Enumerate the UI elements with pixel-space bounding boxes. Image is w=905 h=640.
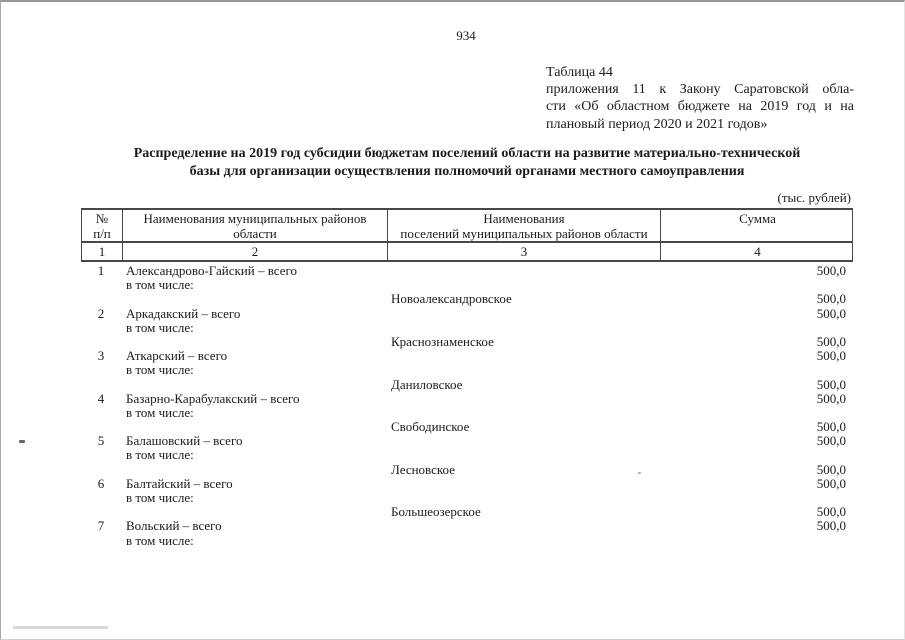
in-total-label: в том числе: — [126, 447, 194, 463]
row-number: 1 — [97, 263, 105, 278]
district-name — [121, 378, 386, 392]
sum-value — [659, 448, 853, 462]
column-index: 2 — [122, 243, 387, 260]
in-total-label: в том числе: — [126, 532, 194, 548]
in-total-label: в том числе: — [126, 490, 194, 505]
sum-value: 500,0 — [816, 376, 846, 392]
district-name: Вольский – всего — [126, 518, 222, 534]
settlement-name: Лесновское — [391, 461, 455, 477]
sum-value: 500,0 — [816, 475, 846, 491]
row-number: 2 — [97, 305, 105, 321]
sum-value: 500,0 — [816, 305, 846, 321]
row-number — [81, 292, 121, 306]
row-number — [81, 491, 121, 505]
sum-value — [659, 363, 853, 377]
sum-value — [659, 406, 853, 420]
settlement-name — [386, 363, 659, 377]
column-header-settlement: Наименования поселений муниципальных районов области — [387, 210, 660, 241]
district-row — [81, 264, 853, 278]
sum-value — [659, 278, 853, 292]
row-number: 5 — [97, 433, 105, 449]
settlement-row — [81, 292, 853, 306]
column-header-sum: Сумма — [660, 210, 854, 241]
column-index: 4 — [660, 243, 854, 260]
column-header-num: № п/п — [93, 211, 111, 241]
sum-value: 500,0 — [816, 291, 846, 307]
settlement-name — [386, 491, 659, 505]
distribution-table — [81, 208, 853, 548]
sum-value: 500,0 — [816, 504, 846, 520]
sum-value: 500,0 — [816, 419, 846, 435]
settlement-name — [386, 448, 659, 462]
sum-value — [659, 321, 853, 335]
appendix-block — [546, 64, 854, 133]
scan-speck — [19, 440, 25, 443]
settlement-name: Большеозерское — [391, 504, 481, 520]
district-name — [121, 463, 386, 477]
column-index: 3 — [387, 243, 660, 260]
settlement-name — [386, 278, 659, 292]
settlement-name — [386, 392, 659, 406]
settlement-name — [386, 534, 659, 548]
district-name: Аркадакский – всего — [126, 305, 241, 321]
district-name: Балтайский – всего — [126, 475, 233, 491]
scan-smudge — [13, 626, 108, 629]
row-number — [81, 321, 121, 335]
settlement-row — [81, 335, 853, 349]
scan-dot — [638, 472, 641, 474]
row-number — [81, 278, 121, 292]
settlement-name: Свободинское — [391, 419, 470, 435]
column-header-district: Наименования муниципальных районов области — [122, 210, 387, 241]
settlement-name — [386, 519, 659, 533]
settlement-name — [386, 264, 659, 278]
column-index: 1 — [98, 244, 106, 259]
row-number: 7 — [97, 518, 105, 534]
header-labels-row — [82, 210, 852, 241]
table-caption: Таблица 44 — [546, 65, 613, 80]
sum-value: 500,0 — [816, 461, 846, 477]
district-row — [81, 392, 853, 406]
settlement-name: Даниловское — [391, 376, 463, 392]
table-header — [81, 208, 853, 262]
row-number — [81, 406, 121, 420]
row-number: 4 — [97, 390, 105, 406]
appendix-line: приложения 11 к Закону Саратовской обла- — [546, 82, 854, 98]
settlement-name — [386, 406, 659, 420]
sum-value — [659, 534, 853, 548]
district-row — [81, 307, 853, 321]
district-name: Балашовский – всего — [126, 433, 243, 449]
district-name — [121, 292, 386, 306]
row-number — [81, 378, 121, 392]
settlement-name — [386, 477, 659, 491]
row-number — [81, 363, 121, 377]
district-name — [121, 420, 386, 434]
document-title — [81, 145, 853, 180]
in-total-row — [81, 406, 853, 420]
sum-value: 500,0 — [816, 518, 846, 534]
district-name — [121, 505, 386, 519]
page-number: 934 — [456, 28, 476, 43]
settlement-row — [81, 463, 853, 477]
district-name: Александрово-Гайский – всего — [126, 263, 297, 278]
row-number: 3 — [97, 348, 105, 364]
district-row — [81, 434, 853, 448]
district-row — [81, 349, 853, 363]
in-total-label: в том числе: — [126, 404, 194, 420]
district-row — [81, 477, 853, 491]
row-number — [81, 448, 121, 462]
district-name: Аткарский – всего — [126, 348, 228, 364]
sum-value — [659, 491, 853, 505]
settlement-row — [81, 505, 853, 519]
sum-value: 500,0 — [816, 333, 846, 349]
appendix-line: плановый период 2020 и 2021 годов» — [546, 116, 768, 132]
district-name — [121, 335, 386, 349]
table-body — [81, 262, 853, 548]
district-name: Базарно-Карабулакский – всего — [126, 390, 300, 406]
row-number — [81, 534, 121, 548]
settlement-name — [386, 349, 659, 363]
row-number — [81, 335, 121, 349]
sum-value: 500,0 — [816, 433, 846, 449]
in-total-row — [81, 491, 853, 505]
in-total-row — [81, 321, 853, 335]
settlement-name — [386, 321, 659, 335]
in-total-row — [81, 363, 853, 377]
in-total-row — [81, 534, 853, 548]
district-row — [81, 519, 853, 533]
settlement-name: Краснознаменское — [391, 333, 494, 349]
in-total-label: в том числе: — [126, 277, 194, 293]
settlement-name — [386, 307, 659, 321]
appendix-line: сти «Об областном бюджете на 2019 год и на — [546, 99, 854, 115]
settlement-name: Новоалександровское — [391, 291, 512, 307]
sum-value: 500,0 — [816, 348, 846, 364]
in-total-label: в том числе: — [126, 362, 194, 378]
document-title-line: Распределение на 2019 год субсидии бюджетам поселений области на развитие материально-технической — [133, 146, 801, 161]
row-number — [81, 420, 121, 434]
sum-value: 500,0 — [816, 390, 846, 406]
document-title-line: базы для организации осуществления полномочий органами местного самоуправления — [189, 163, 745, 179]
units-note: (тыс. рублей) — [777, 190, 851, 205]
row-number: 6 — [97, 475, 105, 491]
header-index-row — [82, 241, 852, 260]
in-total-row — [81, 278, 853, 292]
row-number — [81, 505, 121, 519]
settlement-name — [386, 434, 659, 448]
in-total-row — [81, 448, 853, 462]
in-total-label: в том числе: — [126, 319, 194, 335]
row-number — [81, 463, 121, 477]
settlement-row — [81, 378, 853, 392]
sum-value: 500,0 — [816, 263, 846, 278]
settlement-row — [81, 420, 853, 434]
